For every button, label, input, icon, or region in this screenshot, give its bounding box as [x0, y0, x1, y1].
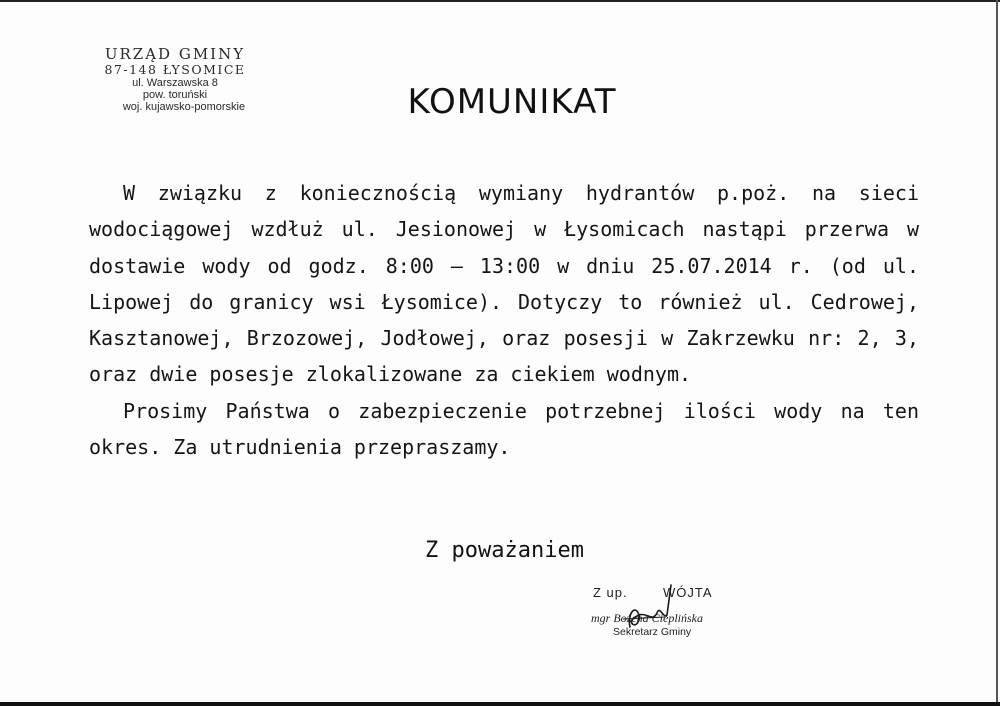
- signature-stamp: [585, 575, 735, 675]
- page-title: KOMUNIKAT: [407, 82, 617, 122]
- closing-salutation: Z poważaniem: [425, 538, 584, 563]
- signature-name: mgr Bożena Cieplińska: [591, 611, 703, 625]
- stamp-county: pow. toruński: [142, 89, 208, 101]
- signature-position: Sekretarz Gminy: [613, 626, 692, 638]
- stamp-street: ul. Warszawska 8: [132, 77, 218, 89]
- stamp-org-name: URZĄD GMINY: [104, 45, 246, 63]
- scan-edge-bottom: [0, 702, 1000, 706]
- signature-role: WÓJTA: [663, 585, 713, 600]
- scan-edge-top: [0, 0, 1000, 2]
- body-paragraph-2: Prosimy Państwa o zabezpieczenie potrzebnej ilości wody na ten okres. Za utrudnienia przepraszamy.: [89, 398, 919, 460]
- stamp-postal: 87-148 ŁYSOMICE: [104, 62, 246, 77]
- announcement-body: [89, 175, 919, 465]
- signature-on-behalf: Z up.: [593, 585, 628, 600]
- body-paragraph-1: W związku z koniecznością wymiany hydrantów p.poż. na sieci wodociągowej wzdłuż ul. Jesionowej w Łysomicach nastąpi przerwa w dostawie wody od godz. 8:00 – 13:00 w dniu 25.07.2014 r. (od ul. Lipowej do granicy wsi Łysomice). Dotyczy to również ul. Cedrowej, Kasztanowej, Brzozowej, Jodłowej, oraz posesji w Zakrzewku nr: 2, 3, oraz dwie posesje zlokalizowane za ciekiem wodnym.: [89, 181, 919, 387]
- stamp-voivodeship: woj. kujawsko-pomorskie: [122, 101, 246, 113]
